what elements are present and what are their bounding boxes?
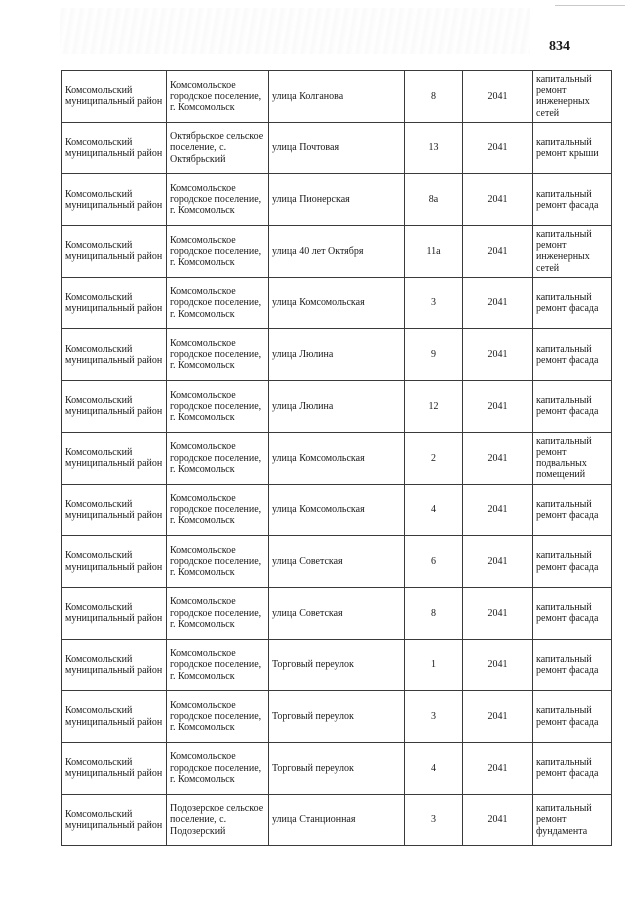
district-cell: Комсомольский муниципальный район (62, 122, 167, 174)
year-cell: 2041 (463, 432, 533, 484)
year-cell: 2041 (463, 226, 533, 278)
work-type-cell: капитальный ремонт фасада (533, 381, 612, 433)
settlement-cell: Комсомольское городское поселение, г. Комсомольск (167, 226, 269, 278)
settlement-cell: Октябрьское сельское поселение, с. Октябрьский (167, 122, 269, 174)
year-cell: 2041 (463, 484, 533, 536)
street-cell: Торговый переулок (269, 639, 405, 691)
table-row (62, 174, 612, 226)
house-number-cell: 8 (405, 587, 463, 639)
top-edge-rule (555, 5, 625, 6)
street-cell: улица Пионерская (269, 174, 405, 226)
table-row (62, 432, 612, 484)
house-number-cell: 9 (405, 329, 463, 381)
settlement-cell: Комсомольское городское поселение, г. Комсомольск (167, 277, 269, 329)
district-cell: Комсомольский муниципальный район (62, 742, 167, 794)
street-cell: улица Комсомольская (269, 277, 405, 329)
street-cell: улица Станционная (269, 794, 405, 846)
house-number-cell: 2 (405, 432, 463, 484)
year-cell: 2041 (463, 329, 533, 381)
year-cell: 2041 (463, 174, 533, 226)
district-cell: Комсомольский муниципальный район (62, 277, 167, 329)
house-number-cell: 8 (405, 71, 463, 123)
work-type-cell: капитальный ремонт фасада (533, 536, 612, 588)
page-number: 834 (549, 39, 570, 54)
year-cell: 2041 (463, 536, 533, 588)
year-cell: 2041 (463, 71, 533, 123)
table-row (62, 794, 612, 846)
district-cell: Комсомольский муниципальный район (62, 71, 167, 123)
settlement-cell: Комсомольское городское поселение, г. Комсомольск (167, 639, 269, 691)
year-cell: 2041 (463, 122, 533, 174)
settlement-cell: Комсомольское городское поселение, г. Комсомольск (167, 742, 269, 794)
table-row (62, 484, 612, 536)
district-cell: Комсомольский муниципальный район (62, 536, 167, 588)
table-row (62, 381, 612, 433)
street-cell: улица Комсомольская (269, 432, 405, 484)
table-body (62, 71, 612, 846)
street-cell: Торговый переулок (269, 691, 405, 743)
settlement-cell: Комсомольское городское поселение, г. Комсомольск (167, 174, 269, 226)
work-type-cell: капитальный ремонт фасада (533, 742, 612, 794)
house-number-cell: 6 (405, 536, 463, 588)
settlement-cell: Комсомольское городское поселение, г. Комсомольск (167, 71, 269, 123)
work-type-cell: капитальный ремонт крыши (533, 122, 612, 174)
work-type-cell: капитальный ремонт инженерных сетей (533, 226, 612, 278)
year-cell: 2041 (463, 639, 533, 691)
year-cell: 2041 (463, 742, 533, 794)
street-cell: улица Люлина (269, 329, 405, 381)
house-number-cell: 8а (405, 174, 463, 226)
year-cell: 2041 (463, 381, 533, 433)
district-cell: Комсомольский муниципальный район (62, 587, 167, 639)
table-row (62, 71, 612, 123)
year-cell: 2041 (463, 691, 533, 743)
street-cell: Торговый переулок (269, 742, 405, 794)
house-number-cell: 3 (405, 691, 463, 743)
table-row (62, 277, 612, 329)
district-cell: Комсомольский муниципальный район (62, 484, 167, 536)
work-type-cell: капитальный ремонт фасада (533, 484, 612, 536)
work-type-cell: капитальный ремонт инженерных сетей (533, 71, 612, 123)
table-row (62, 742, 612, 794)
street-cell: улица Советская (269, 536, 405, 588)
house-number-cell: 3 (405, 794, 463, 846)
house-number-cell: 4 (405, 484, 463, 536)
settlement-cell: Комсомольское городское поселение, г. Комсомольск (167, 329, 269, 381)
work-type-cell: капитальный ремонт фасада (533, 277, 612, 329)
table-row (62, 329, 612, 381)
settlement-cell: Комсомольское городское поселение, г. Комсомольск (167, 484, 269, 536)
street-cell: улица Комсомольская (269, 484, 405, 536)
scan-header-artifact (60, 8, 530, 54)
work-type-cell: капитальный ремонт фасада (533, 691, 612, 743)
district-cell: Комсомольский муниципальный район (62, 329, 167, 381)
year-cell: 2041 (463, 587, 533, 639)
settlement-cell: Подозерское сельское поселение, с. Подозерский (167, 794, 269, 846)
table-row (62, 639, 612, 691)
settlement-cell: Комсомольское городское поселение, г. Комсомольск (167, 432, 269, 484)
table-row (62, 122, 612, 174)
work-type-cell: капитальный ремонт подвальных помещений (533, 432, 612, 484)
settlement-cell: Комсомольское городское поселение, г. Комсомольск (167, 536, 269, 588)
district-cell: Комсомольский муниципальный район (62, 226, 167, 278)
table-row (62, 226, 612, 278)
house-number-cell: 11а (405, 226, 463, 278)
work-type-cell: капитальный ремонт фасада (533, 174, 612, 226)
table-row (62, 587, 612, 639)
house-number-cell: 12 (405, 381, 463, 433)
housing-repair-table (61, 70, 612, 846)
table-row (62, 691, 612, 743)
street-cell: улица Почтовая (269, 122, 405, 174)
settlement-cell: Комсомольское городское поселение, г. Комсомольск (167, 691, 269, 743)
work-type-cell: капитальный ремонт фасада (533, 587, 612, 639)
work-type-cell: капитальный ремонт фасада (533, 639, 612, 691)
district-cell: Комсомольский муниципальный район (62, 432, 167, 484)
street-cell: улица 40 лет Октября (269, 226, 405, 278)
table-row (62, 536, 612, 588)
year-cell: 2041 (463, 277, 533, 329)
district-cell: Комсомольский муниципальный район (62, 639, 167, 691)
year-cell: 2041 (463, 794, 533, 846)
house-number-cell: 1 (405, 639, 463, 691)
district-cell: Комсомольский муниципальный район (62, 174, 167, 226)
district-cell: Комсомольский муниципальный район (62, 794, 167, 846)
street-cell: улица Советская (269, 587, 405, 639)
settlement-cell: Комсомольское городское поселение, г. Комсомольск (167, 381, 269, 433)
district-cell: Комсомольский муниципальный район (62, 381, 167, 433)
work-type-cell: капитальный ремонт фундамента (533, 794, 612, 846)
house-number-cell: 3 (405, 277, 463, 329)
street-cell: улица Люлина (269, 381, 405, 433)
house-number-cell: 4 (405, 742, 463, 794)
district-cell: Комсомольский муниципальный район (62, 691, 167, 743)
street-cell: улица Колганова (269, 71, 405, 123)
house-number-cell: 13 (405, 122, 463, 174)
work-type-cell: капитальный ремонт фасада (533, 329, 612, 381)
settlement-cell: Комсомольское городское поселение, г. Комсомольск (167, 587, 269, 639)
